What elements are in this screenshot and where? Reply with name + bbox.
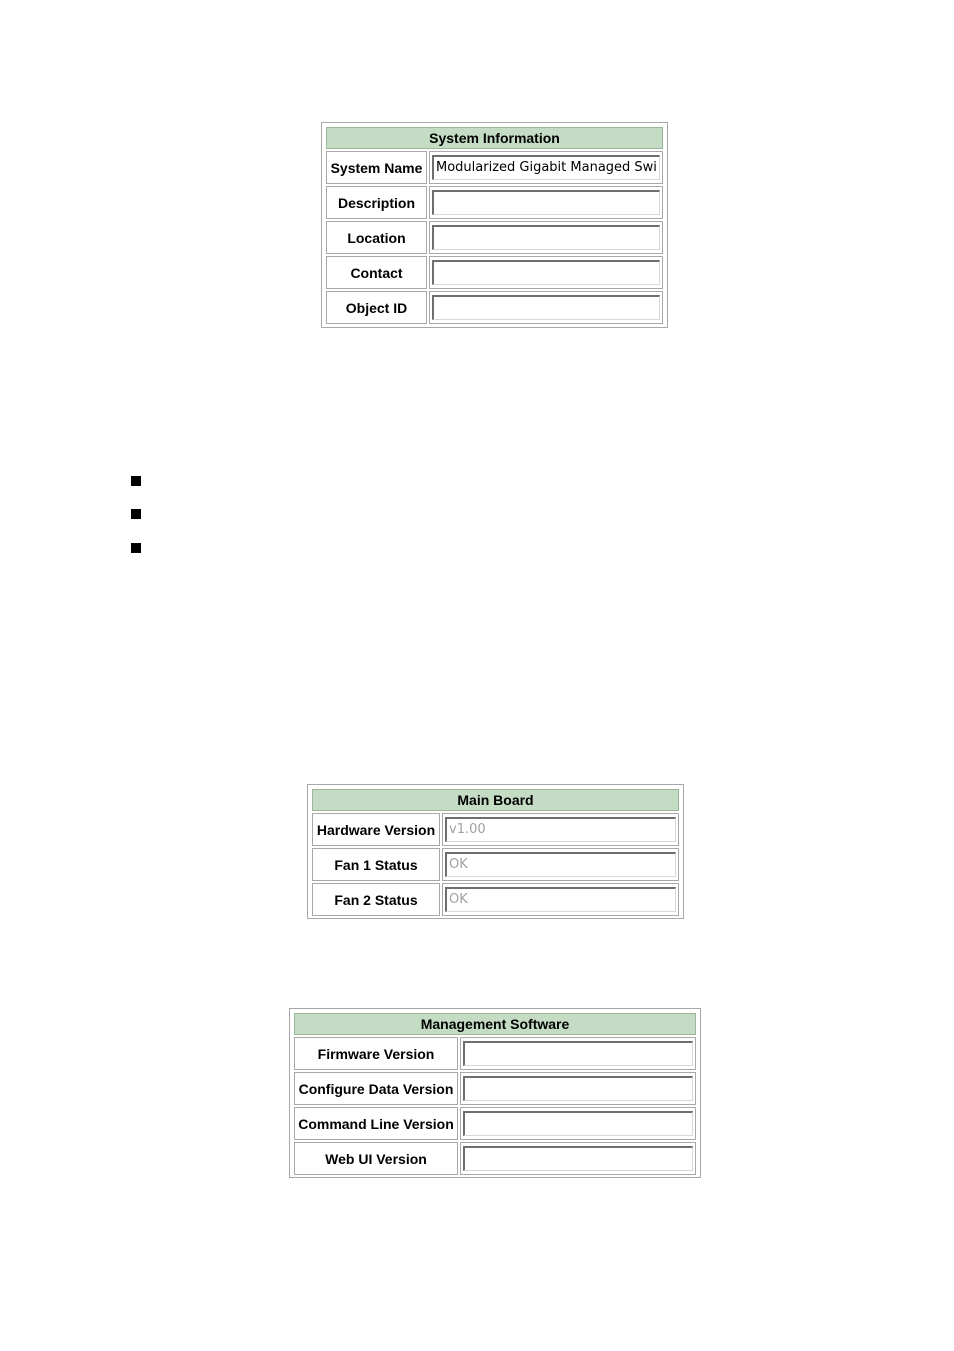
firmware-version-label: Firmware Version <box>294 1037 458 1070</box>
description-input[interactable] <box>432 190 660 215</box>
bullet-marker <box>131 509 141 519</box>
system-information-panel <box>321 122 668 328</box>
fan-1-status-label: Fan 1 Status <box>312 848 440 881</box>
hardware-version-label: Hardware Version <box>312 813 440 846</box>
command-line-version-field <box>463 1111 693 1136</box>
configure-data-version-field <box>463 1076 693 1101</box>
fan-2-status-field: OK <box>445 887 676 912</box>
web-ui-version-label: Web UI Version <box>294 1142 458 1175</box>
location-label: Location <box>326 221 427 254</box>
description-cell <box>429 186 663 219</box>
system-information-title: System Information <box>326 127 663 149</box>
command-line-version-cell <box>460 1107 696 1140</box>
configure-data-version-cell <box>460 1072 696 1105</box>
object-id-label: Object ID <box>326 291 427 324</box>
contact-input[interactable] <box>432 260 660 285</box>
main-board-title: Main Board <box>312 789 679 811</box>
location-input[interactable] <box>432 225 660 250</box>
fan-2-status-label: Fan 2 Status <box>312 883 440 916</box>
fan-1-status-cell <box>442 848 679 881</box>
web-ui-version-field <box>463 1146 693 1171</box>
web-ui-version-cell <box>460 1142 696 1175</box>
firmware-version-field <box>463 1041 693 1066</box>
hardware-version-cell <box>442 813 679 846</box>
description-label: Description <box>326 186 427 219</box>
fan-2-status-cell <box>442 883 679 916</box>
system-name-label: System Name <box>326 151 427 184</box>
system-name-input[interactable]: Modularized Gigabit Managed Swi <box>432 155 660 180</box>
management-software-table <box>292 1011 698 1177</box>
bullet-marker <box>131 476 141 486</box>
management-software-panel <box>289 1008 701 1178</box>
management-software-title: Management Software <box>294 1013 696 1035</box>
bullet-marker <box>131 543 141 553</box>
object-id-input[interactable] <box>432 295 660 320</box>
hardware-version-field: v1.00 <box>445 817 676 842</box>
main-board-panel <box>307 784 684 919</box>
contact-label: Contact <box>326 256 427 289</box>
main-board-table <box>310 787 681 918</box>
firmware-version-cell <box>460 1037 696 1070</box>
system-name-cell <box>429 151 663 184</box>
object-id-cell <box>429 291 663 324</box>
command-line-version-label: Command Line Version <box>294 1107 458 1140</box>
location-cell <box>429 221 663 254</box>
system-information-table <box>324 125 665 326</box>
fan-1-status-field: OK <box>445 852 676 877</box>
configure-data-version-label: Configure Data Version <box>294 1072 458 1105</box>
contact-cell <box>429 256 663 289</box>
